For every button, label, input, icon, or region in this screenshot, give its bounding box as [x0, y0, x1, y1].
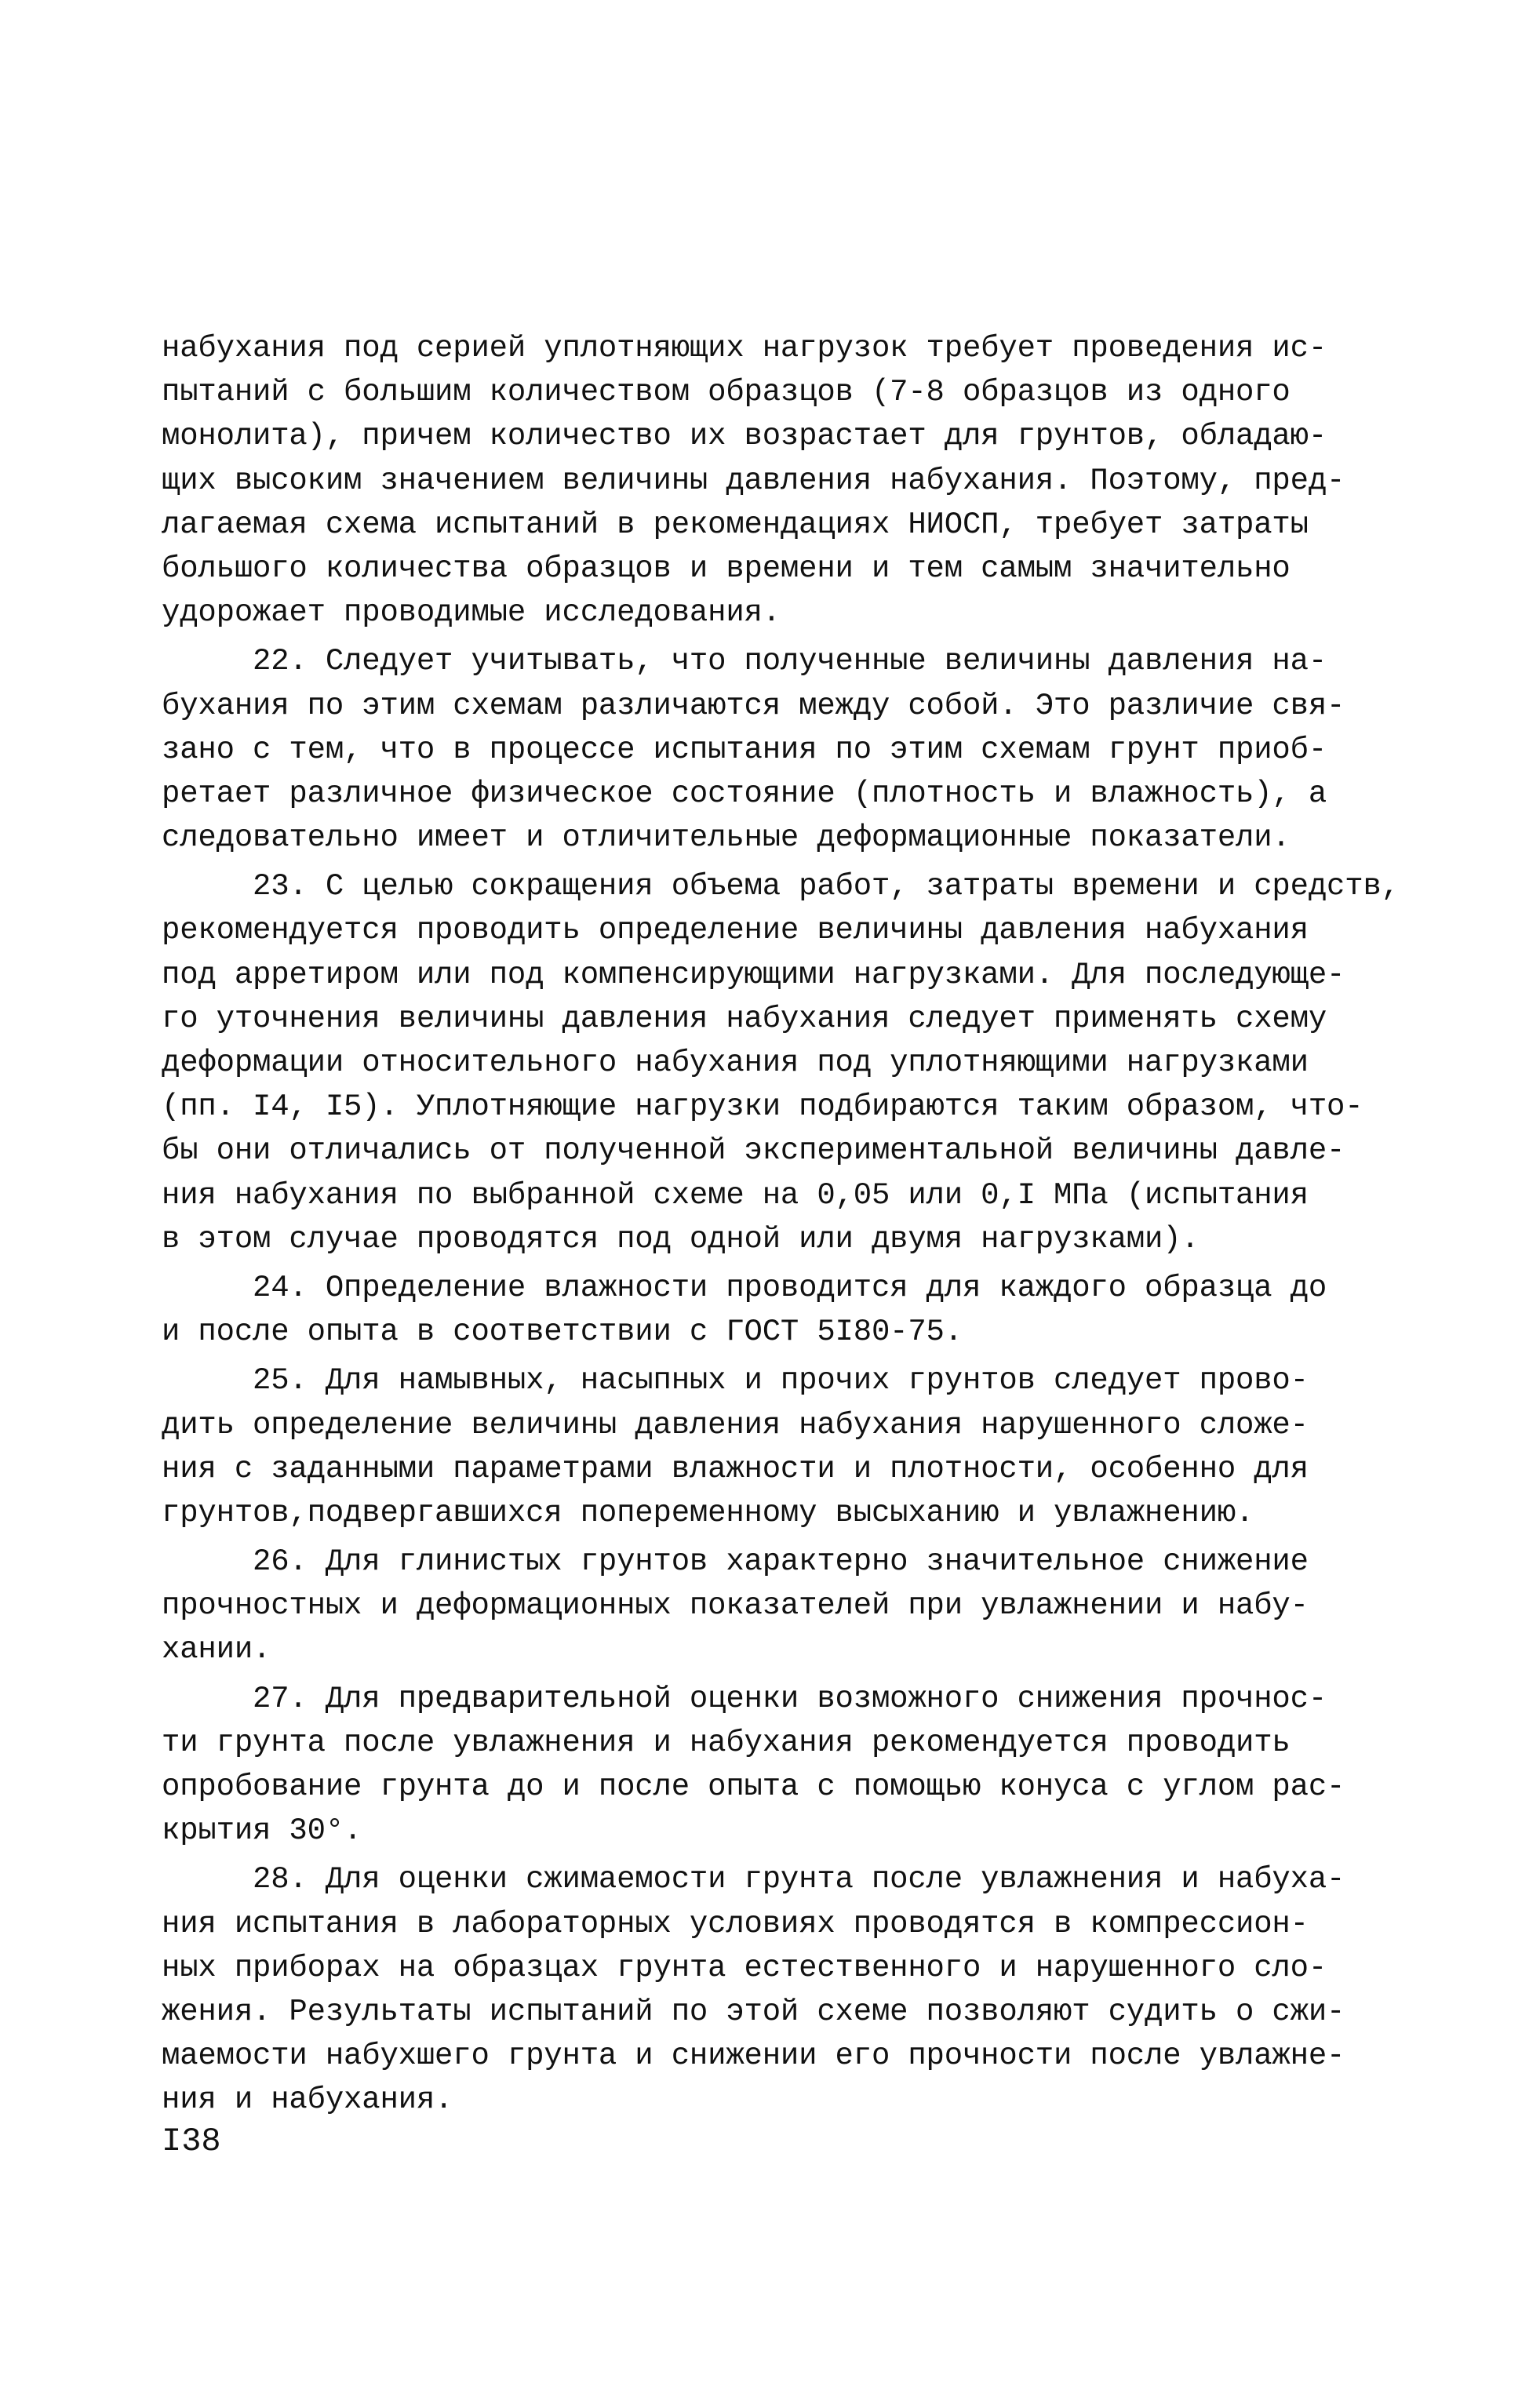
paragraph-24-start: 24. Определение влажности проводится для каждого образца до: [162, 1270, 1327, 1305]
text-line: зано с тем, что в процессе испытания по этим схемам грунт приоб-: [162, 732, 1327, 767]
text-line: деформации относительного набухания под уплотняющими нагрузками: [162, 1046, 1309, 1080]
text-line: опробование грунта до и после опыта с помощью конуса с углом рас-: [162, 1770, 1345, 1804]
text-line: жения. Результаты испытаний по этой схеме позволяют судить о сжи-: [162, 1994, 1345, 2029]
paragraph-23-start: 23. С целью сокращения объема работ, затраты времени и средств,: [162, 869, 1400, 904]
text-line: щих высоким значением величины давления набухания. Поэтому, пред-: [162, 463, 1345, 498]
paragraph-28-start: 28. Для оценки сжимаемости грунта после увлажнения и набуха-: [162, 1862, 1345, 1897]
text-line: ти грунта после увлажнения и набухания рекомендуется проводить: [162, 1725, 1291, 1760]
text-line: бы они отличались от полученной экспериментальной величины давле-: [162, 1133, 1345, 1169]
text-line: под арретиром или под компенсирующими нагрузками. Для последующе-: [162, 957, 1345, 992]
text-line: ния с заданными параметрами влажности и плотности, особенно для: [162, 1451, 1309, 1486]
text-line: маемости набухшего грунта и снижении его прочности после увлажне-: [162, 2039, 1345, 2074]
text-line: грунтов,подвергавшихся попеременному высыханию и увлажнению.: [162, 1495, 1254, 1530]
paragraph-22-start: 22. Следует учитывать, что полученные величины давления на-: [162, 644, 1327, 679]
text-line: рекомендуется проводить определение величины давления набухания: [162, 913, 1309, 948]
text-line: монолита), причем количество их возрастает для грунтов, обладаю-: [162, 419, 1327, 454]
text-line: ния и набухания.: [162, 2082, 453, 2118]
paragraph-26-start: 26. Для глинистых грунтов характерно значительное снижение: [162, 1544, 1309, 1580]
body-text: [162, 326, 1400, 2122]
paragraph-25-start: 25. Для намывных, насыпных и прочих грунтов следует прово-: [162, 1363, 1309, 1399]
text-line: хании.: [162, 1632, 271, 1668]
text-line: лагаемая схема испытаний в рекомендациях НИОСП, требует затраты: [162, 507, 1309, 542]
text-line: ретает различное физическое состояние (плотность и влажность), а: [162, 776, 1327, 811]
text-line: крытия 30°.: [162, 1813, 362, 1849]
text-line: большого количества образцов и времени и тем самым значительно: [162, 551, 1291, 586]
text-line: дить определение величины давления набухания нарушенного сложе-: [162, 1407, 1309, 1442]
text-line: ных приборах на образцах грунта естественного и нарушенного сло-: [162, 1950, 1327, 1985]
text-line: (пп. I4, I5). Уплотняющие нагрузки подбираются таким образом, что-: [162, 1089, 1363, 1125]
text-line: набухания под серией уплотняющих нагрузок требует проведения ис-: [162, 331, 1327, 366]
text-line: прочностных и деформационных показателей при увлажнении и набу-: [162, 1588, 1309, 1624]
text-line: и после опыта в соответствии с ГОСТ 5I80-75.: [162, 1315, 963, 1350]
paragraph-27-start: 27. Для предварительной оценки возможного снижения прочнос-: [162, 1681, 1327, 1716]
text-line: ния набухания по выбранной схеме на 0,05 или 0,I МПа (испытания: [162, 1177, 1309, 1213]
text-line: пытаний с большим количеством образцов (7-8 образцов из одного: [162, 375, 1291, 410]
text-line: ния испытания в лабораторных условиях проводятся в компрессион-: [162, 1906, 1309, 1941]
text-line: бухания по этим схемам различаются между собой. Это различие свя-: [162, 688, 1345, 723]
text-line: следовательно имеет и отличительные деформационные показатели.: [162, 820, 1291, 856]
page-number: I38: [162, 2122, 221, 2160]
text-line: го уточнения величины давления набухания следует применять схему: [162, 1001, 1327, 1036]
text-line: в этом случае проводятся под одной или двумя нагрузками).: [162, 1221, 1200, 1257]
text-line: удорожает проводимые исследования.: [162, 595, 781, 631]
